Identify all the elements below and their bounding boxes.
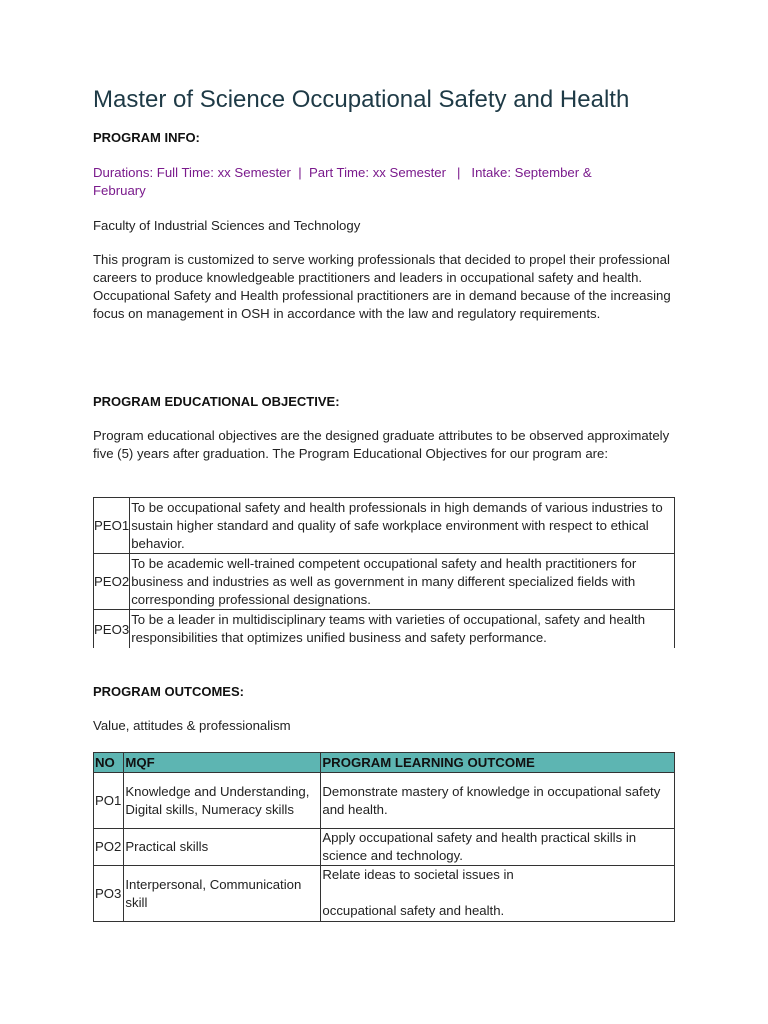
peo-code: PEO2 [94,554,130,610]
program-info-heading: PROGRAM INFO: [93,130,200,145]
durations-line-1: Durations: Full Time: xx Semester | Part Time: xx Semester | Intake: September & [93,165,592,180]
po-mqf: Knowledge and Understanding, Digital skills, Numeracy skills [124,773,321,829]
peo-text: To be a leader in multidisciplinary teams with varieties of occupational, safety and health responsibilities that optimizes unified business and safety performance. [130,610,675,649]
po-mqf: Practical skills [124,829,321,866]
po-outcome-line-1: Relate ideas to societal issues in [322,867,514,882]
faculty-text: Faculty of Industrial Sciences and Technology [93,218,361,233]
column-header-mqf: MQF [124,753,321,773]
durations-line-2: February [93,183,146,198]
po-outcome [321,866,675,922]
durations-text [93,164,653,200]
column-header-no: NO [94,753,124,773]
table-row [94,829,675,866]
peo-heading: PROGRAM EDUCATIONAL OBJECTIVE: [93,394,340,409]
table-header-row [94,753,675,773]
page-title: Master of Science Occupational Safety and Health [93,86,630,113]
program-description: This program is customized to serve working professionals that decided to propel their professional careers to produce knowledgeable practitioners and leaders in occupational safety and health. Occupational Safety and Health professional practitioners are in demand because of the increasing focus on management in OSH in accordance with the law and regulatory requirements. [93,252,671,321]
table-row [94,554,675,610]
outcomes-subheading: Value, attitudes & professionalism [93,718,291,733]
peo-text: To be occupational safety and health professionals in high demands of various industries to sustain higher standard and quality of safe workplace environment with respect to ethical behavior. [130,498,675,554]
peo-code: PEO3 [94,610,130,649]
peo-intro: Program educational objectives are the designed graduate attributes to be observed approximately five (5) years after graduation. The Program Educational Objectives for our program are: [93,428,670,461]
peo-text: To be academic well-trained competent occupational safety and health practitioners for business and industries as well as government in many different specialized fields with corresponding professional designations. [130,554,675,610]
po-outcome-line-2: occupational safety and health. [322,903,505,918]
po-code: PO1 [94,773,124,829]
po-outcome: Demonstrate mastery of knowledge in occupational safety and health. [321,773,675,829]
column-header-plo: PROGRAM LEARNING OUTCOME [321,753,675,773]
po-code: PO2 [94,829,124,866]
po-outcome: Apply occupational safety and health practical skills in science and technology. [321,829,675,866]
po-code: PO3 [94,866,124,922]
table-row [94,866,675,922]
peo-table [93,497,675,648]
table-row [94,610,675,649]
outcomes-heading: PROGRAM OUTCOMES: [93,684,244,699]
table-row [94,773,675,829]
program-outcomes-table [93,752,675,922]
peo-code: PEO1 [94,498,130,554]
po-mqf: Interpersonal, Communication skill [124,866,321,922]
table-row [94,498,675,554]
